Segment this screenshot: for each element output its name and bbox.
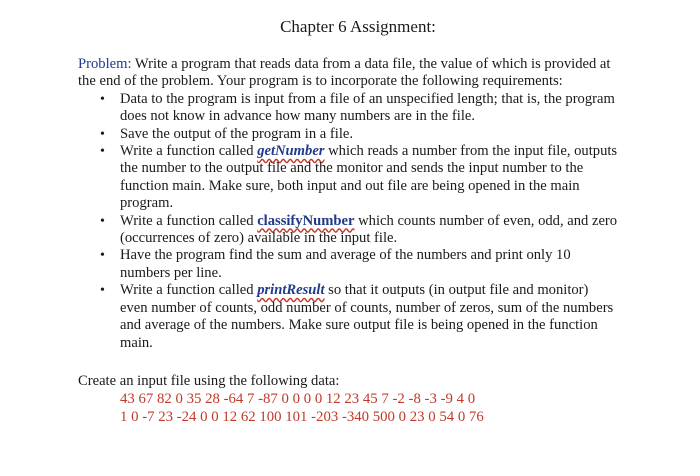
requirement-item bbox=[98, 282, 618, 352]
bullet-icon: • bbox=[100, 91, 105, 107]
bullet-icon: • bbox=[100, 283, 105, 299]
problem-label: Problem: bbox=[78, 56, 132, 72]
requirement-item bbox=[98, 126, 618, 143]
requirement-text-post: so that it outputs (in output file and monitor) even number of counts, odd number of counts, number of zeros, sum of the numbers and average of the numbers. Make sure output file is being opened in the function main. bbox=[120, 282, 614, 351]
problem-text: Write a program that reads data from a data file, the value of which is provided at the end of the problem. Your program is to incorporate the following requirements: bbox=[78, 56, 611, 90]
function-name-getnumber: getNumber bbox=[257, 143, 325, 160]
function-name-printresult: printResult bbox=[257, 282, 325, 299]
requirement-item bbox=[98, 213, 618, 248]
requirement-item bbox=[98, 247, 618, 282]
problem-statement bbox=[78, 56, 618, 91]
document bbox=[78, 16, 618, 426]
requirement-text-pre: Write a function called bbox=[120, 143, 258, 160]
requirements-list bbox=[78, 91, 618, 352]
requirement-item bbox=[98, 143, 618, 213]
requirement-text: Data to the program is input from a file of an unspecified length; that is, the program does not know in advance how many numbers are in the file. bbox=[120, 90, 615, 125]
bullet-icon: • bbox=[100, 248, 105, 264]
requirement-text: Save the output of the program in a file. bbox=[120, 125, 354, 142]
bullet-icon: • bbox=[100, 213, 105, 229]
requirement-text-pre: Write a function called bbox=[120, 212, 258, 229]
page-title: Chapter 6 Assignment: bbox=[280, 17, 436, 36]
bullet-icon: • bbox=[100, 126, 105, 142]
data-line-2: 1 0 -7 23 -24 0 0 12 62 100 101 -203 -340 500 0 23 0 54 0 76 bbox=[120, 409, 484, 426]
requirement-text-post: which reads a number from the input file, outputs the number to the output file and the monitor and sends the input number to the function main. Make sure, both input and out file are being opened in the main program. bbox=[120, 143, 618, 212]
create-input-instruction: Create an input file using the following data: bbox=[78, 372, 340, 389]
requirement-item bbox=[98, 91, 618, 126]
requirement-text-pre: Write a function called bbox=[120, 282, 258, 299]
bullet-icon: • bbox=[100, 144, 105, 160]
function-name-classifynumber: classifyNumber bbox=[257, 212, 355, 229]
requirement-text: Have the program find the sum and average of the numbers and print only 10 numbers per line. bbox=[120, 247, 571, 281]
data-line-1: 43 67 82 0 35 28 -64 7 -87 0 0 0 0 12 23 45 7 -2 -8 -3 -9 4 0 bbox=[120, 391, 476, 408]
requirement-text-post: which counts number of even, odd, and zero (occurrences of zero) available in the input file. bbox=[120, 212, 618, 247]
